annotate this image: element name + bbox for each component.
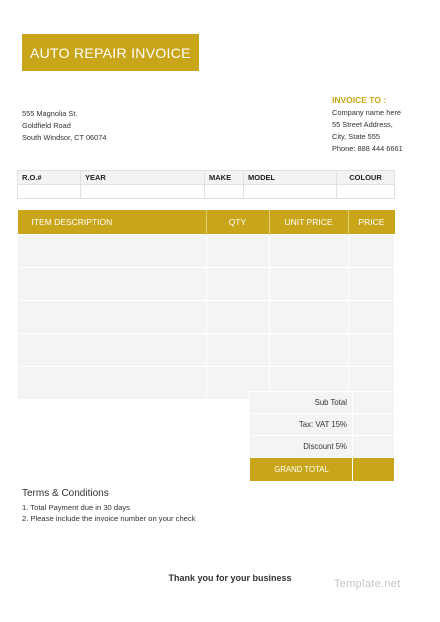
vehicle-info-table <box>17 170 395 199</box>
qty-cell[interactable] <box>206 301 269 334</box>
line-item-row <box>18 268 395 301</box>
tax-row <box>250 414 395 436</box>
discount-label: Discount 5% <box>250 436 353 458</box>
price-cell[interactable] <box>348 334 395 367</box>
terms-heading: Terms & Conditions <box>22 488 109 499</box>
sender-address-line: 555 Magnolia St. <box>22 109 78 118</box>
vehicle-info-header-row <box>18 171 395 185</box>
line-items-header-row <box>18 210 395 235</box>
unit-price-cell[interactable] <box>269 268 348 301</box>
recipient-line: Company name here <box>332 108 402 117</box>
invoice-title: AUTO REPAIR INVOICE <box>30 44 191 61</box>
line-item-row <box>18 301 395 334</box>
vehicle-info-row <box>18 185 395 199</box>
ro-number-cell[interactable] <box>18 185 81 199</box>
template-watermark: Template.net <box>334 578 401 590</box>
qty-header: QTY <box>206 210 269 235</box>
price-cell[interactable] <box>348 235 395 268</box>
ro-number-header: R.O.# <box>18 171 81 185</box>
qty-cell[interactable] <box>206 334 269 367</box>
line-items-table <box>17 210 395 400</box>
terms-item: 2. Please include the invoice number on your check <box>22 514 196 523</box>
discount-row <box>250 436 395 458</box>
invoice-to-block <box>332 95 403 155</box>
model-header: MODEL <box>244 171 337 185</box>
unit-price-header: UNIT PRICE <box>269 210 348 235</box>
sub-total-label: Sub Total <box>250 392 353 414</box>
sender-address-line: Goldfield Road <box>22 121 71 130</box>
qty-cell[interactable] <box>206 268 269 301</box>
item-description-cell[interactable] <box>18 235 207 268</box>
tax-value[interactable] <box>353 414 395 436</box>
line-item-row <box>18 334 395 367</box>
item-description-cell[interactable] <box>18 334 207 367</box>
tax-label: Tax: VAT 15% <box>250 414 353 436</box>
year-header: YEAR <box>81 171 205 185</box>
colour-cell[interactable] <box>337 185 395 199</box>
make-header: MAKE <box>205 171 244 185</box>
unit-price-cell[interactable] <box>269 334 348 367</box>
totals-table <box>249 391 395 482</box>
item-description-cell[interactable] <box>18 367 207 400</box>
item-description-cell[interactable] <box>18 268 207 301</box>
price-cell[interactable] <box>348 268 395 301</box>
thank-you-note: Thank you for your business <box>168 573 292 583</box>
colour-header: COLOUR <box>337 171 395 185</box>
invoice-title-banner <box>22 34 199 71</box>
grand-total-row <box>250 458 395 482</box>
recipient-line: City, State 555 <box>332 132 380 141</box>
sender-address <box>22 108 107 144</box>
unit-price-cell[interactable] <box>269 235 348 268</box>
sub-total-value[interactable] <box>353 392 395 414</box>
item-description-cell[interactable] <box>18 301 207 334</box>
discount-value[interactable] <box>353 436 395 458</box>
price-header: PRICE <box>348 210 395 235</box>
sub-total-row <box>250 392 395 414</box>
sender-address-line: South Windsor, CT 06074 <box>22 133 107 142</box>
model-cell[interactable] <box>244 185 337 199</box>
recipient-line: 55 Street Address, <box>332 120 393 129</box>
qty-cell[interactable] <box>206 235 269 268</box>
unit-price-cell[interactable] <box>269 301 348 334</box>
grand-total-value[interactable] <box>353 458 395 482</box>
year-cell[interactable] <box>81 185 205 199</box>
terms-section <box>22 487 196 524</box>
recipient-line: Phone: 888 444 6661 <box>332 144 403 153</box>
make-cell[interactable] <box>205 185 244 199</box>
line-item-row <box>18 235 395 268</box>
price-cell[interactable] <box>348 301 395 334</box>
grand-total-label: GRAND TOTAL <box>250 458 353 482</box>
item-description-header: ITEM DESCRIPTION <box>18 210 207 235</box>
terms-item: 1. Total Payment due in 30 days <box>22 503 130 512</box>
invoice-to-heading: INVOICE TO : <box>332 95 387 105</box>
